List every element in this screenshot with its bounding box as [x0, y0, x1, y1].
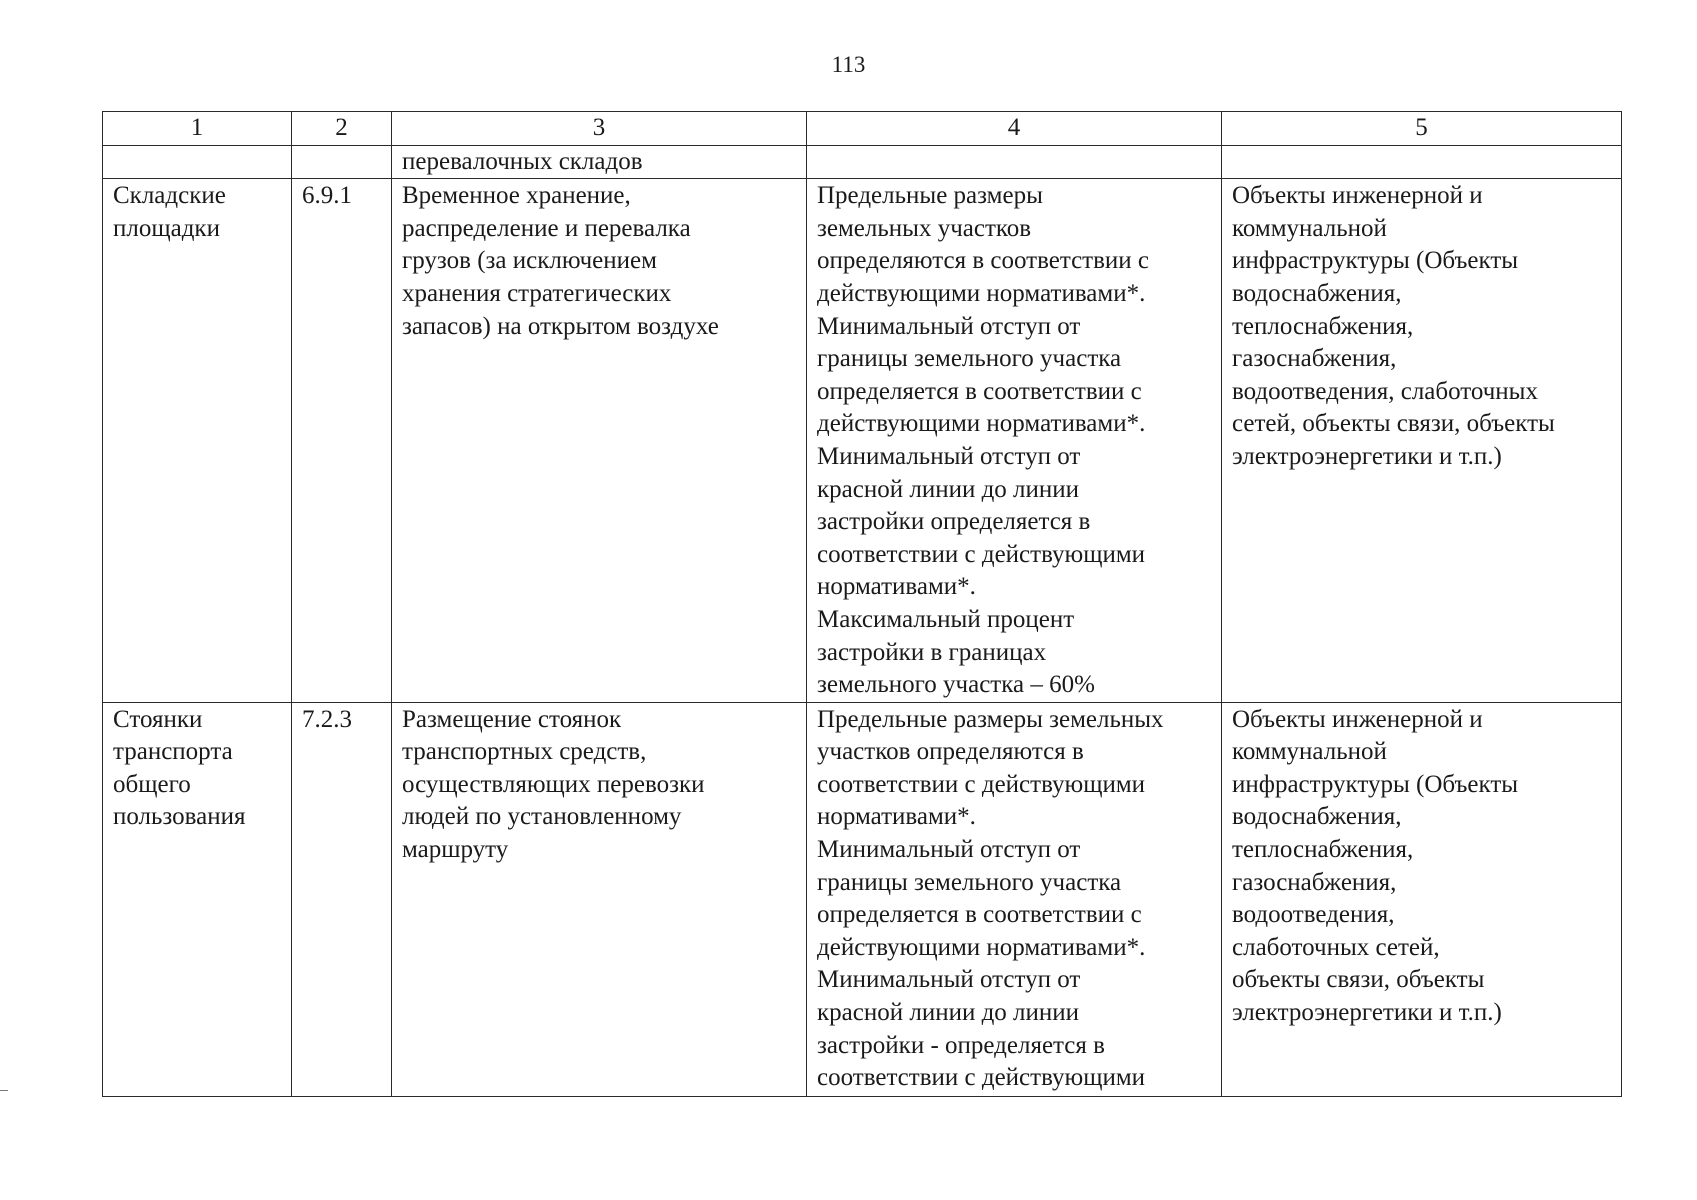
use-parameters: Предельные размеры земельных участков определяются в соответствии с действующими нормативами*. Минимальный отступ от границы земельного участка определяется в соответствии с действующими нормативами*. Минимальный отступ от красной линии до линии застройки определяется в соответствии с действующими нормативами*. Максимальный процент застройки в границах земельного участка – 60%	[817, 182, 1150, 699]
use-description: Временное хранение, распределение и перевалка грузов (за исключением хранения стратегических запасов) на открытом воздухе	[402, 182, 719, 340]
header-cell-4: 4	[807, 112, 1222, 146]
header-cell-3: 3	[392, 112, 807, 146]
header-row	[103, 112, 1622, 146]
continuation-row	[103, 145, 1622, 179]
use-auxiliary: Объекты инженерной и коммунальной инфраструктуры (Объекты водоснабжения, теплоснабжения, газоснабжения, водоотведения, слаботочных сетей, объекты связи, объекты электроэнергетики и т.п.)	[1232, 705, 1519, 1027]
header-cell-1: 1	[103, 112, 292, 146]
use-code: 7.2.3	[302, 705, 352, 733]
cont-cell-5	[1222, 145, 1622, 179]
table-row	[103, 702, 1622, 1096]
use-description: Размещение стоянок транспортных средств, осуществляющих перевозки людей по установленному маршруту	[402, 705, 705, 864]
use-parameters: Предельные размеры земельных участков определяются в соответствии с действующими нормативами*. Минимальный отступ от границы земельного участка определяется в соответствии с действующими нормативами*. Минимальный отступ от красной линии до линии застройки - определяется в соответствии с действующими	[817, 705, 1164, 1092]
use-name: Складские площадки	[113, 182, 226, 242]
header-cell-2: 2	[292, 112, 392, 146]
use-code: 6.9.1	[302, 182, 352, 210]
cont-cell-4	[807, 145, 1222, 179]
use-name: Стоянки транспорта общего пользования	[113, 705, 246, 831]
land-use-table	[102, 111, 1622, 1097]
cont-cell-3: перевалочных складов	[392, 145, 807, 179]
cont-cell-2	[292, 145, 392, 179]
cont-cell-1	[103, 145, 292, 179]
use-auxiliary: Объекты инженерной и коммунальной инфраструктуры (Объекты водоснабжения, теплоснабжения, газоснабжения, водоотведения, слаботочных сетей, объекты связи, объекты электроэнергетики и т.п.)	[1232, 182, 1555, 470]
table-row	[103, 179, 1622, 703]
page-number: 113	[831, 52, 866, 77]
scan-margin-mark	[0, 1090, 8, 1091]
header-cell-5: 5	[1222, 112, 1622, 146]
